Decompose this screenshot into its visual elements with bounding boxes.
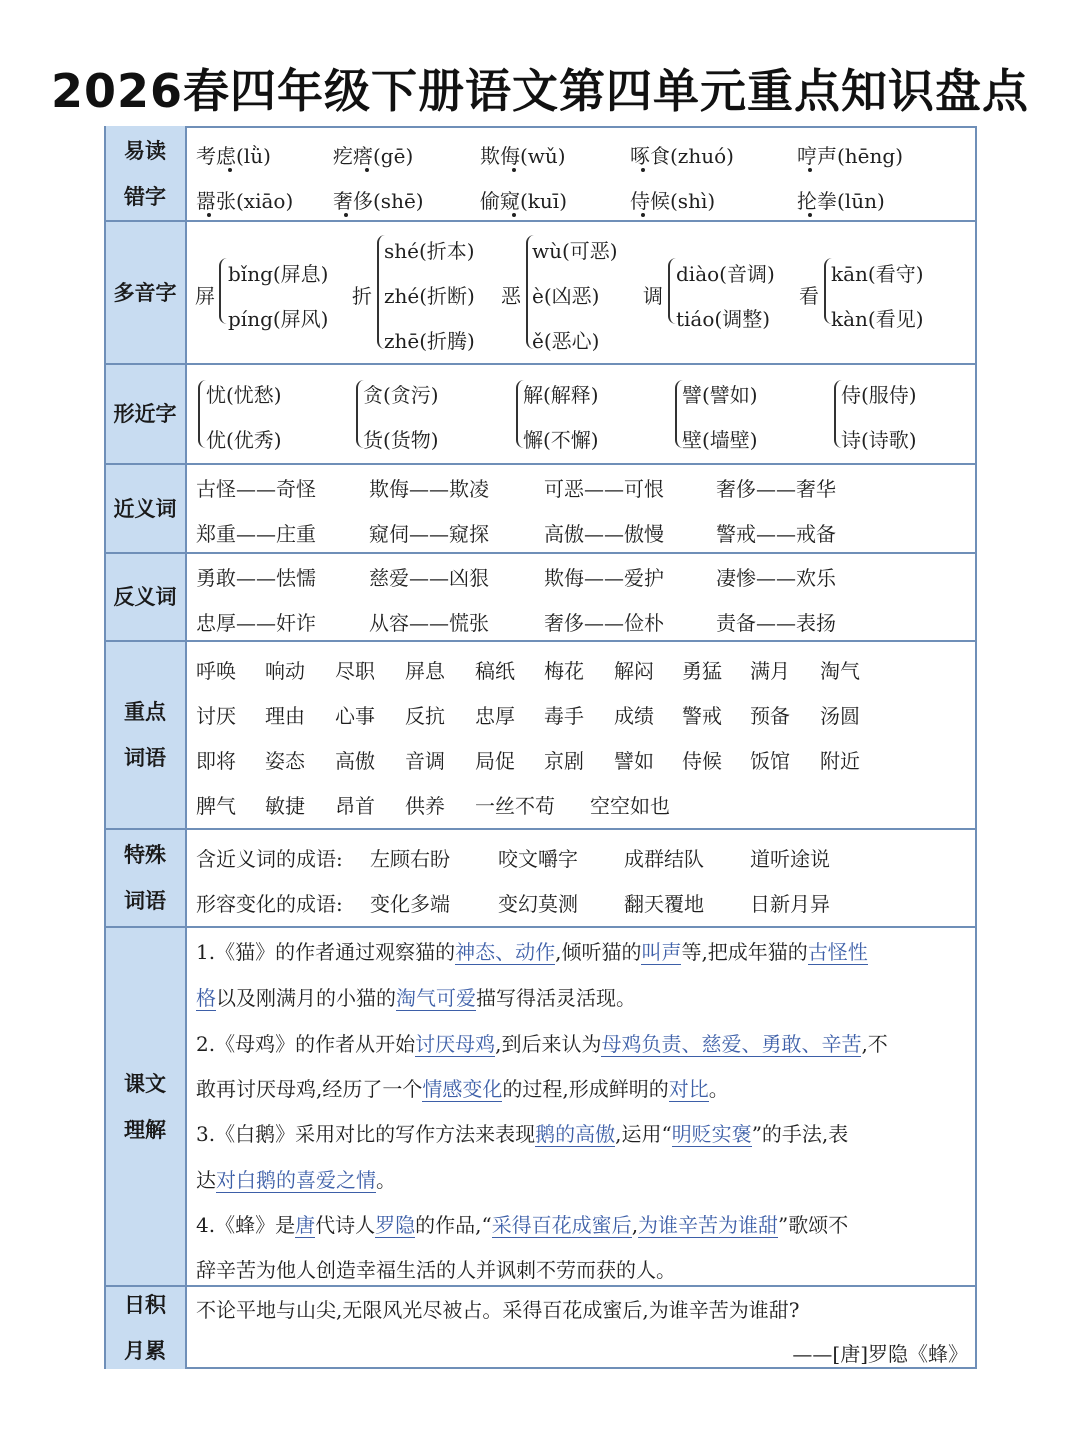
page-title: 2026春四年级下册语文第四单元重点知识盘点: [50, 64, 1030, 118]
key-word: 心事: [335, 704, 375, 728]
word-pair: 古怪——奇怪: [196, 477, 316, 501]
emphasis-dot: [512, 213, 516, 217]
row-divider: [104, 220, 977, 222]
key-word: 局促: [475, 749, 515, 773]
key-word: 讨厌: [196, 704, 236, 728]
idiom: 咬文嚼字: [498, 847, 578, 871]
key-word: 警戒: [682, 704, 722, 728]
key-word: 淘气: [820, 659, 860, 683]
label-line: 易读: [124, 139, 166, 163]
row-label-synonyms: [104, 465, 186, 552]
paragraph-line: 4.《蜂》是唐代诗人罗隐的作品,“采得百花成蜜后,为谁辛苦为谁甜”歌颂不: [196, 1213, 849, 1237]
key-word: 屏息: [405, 659, 445, 683]
label-line: 词语: [124, 889, 166, 913]
char-pair: 贪(贪污): [363, 383, 439, 407]
label-line: 月累: [124, 1339, 166, 1363]
key-word: 梅花: [544, 659, 584, 683]
polyphonic-char: 屏: [195, 284, 215, 308]
key-word: 附近: [820, 749, 860, 773]
label-line: 特殊: [124, 843, 166, 867]
row-divider: [104, 1285, 977, 1287]
word-pair: 勇敢——怯懦: [196, 566, 316, 590]
polyphonic-char: 调: [643, 284, 663, 308]
char-pair: 壁(墙壁): [682, 428, 758, 452]
paragraph-line: 达对白鹅的喜爱之情。: [196, 1168, 396, 1192]
emphasis-dot: [641, 213, 645, 217]
reading: tiáo(调整): [676, 307, 771, 331]
char-pair: 譬(譬如): [682, 383, 758, 407]
emphasis-dot: [365, 168, 369, 172]
row-label-text-understanding: [104, 928, 186, 1285]
emphasis-dot: [808, 168, 812, 172]
poem-text: 不论平地与山尖,无限风光尽被占。采得百花成蜜后,为谁辛苦为谁甜?: [196, 1298, 800, 1322]
word-entry: 考虑(lǜ): [196, 144, 271, 168]
key-word: 稿纸: [475, 659, 515, 683]
reading: píng(屏风): [228, 307, 329, 331]
poem-source: ——[唐]罗隐《蜂》: [792, 1342, 968, 1366]
key-word: 理由: [265, 704, 305, 728]
key-word: 敏捷: [265, 794, 305, 818]
char-pair: 货(货物): [363, 428, 439, 452]
label-line: 日积: [124, 1293, 166, 1317]
label-line: 错字: [124, 185, 166, 209]
reading: bǐng(屏息): [228, 262, 329, 286]
word-pair: 从容——慌张: [369, 611, 489, 635]
label-line: 近义词: [113, 496, 177, 521]
char-pair: 懈(不懈): [523, 428, 599, 452]
key-word: 即将: [196, 749, 236, 773]
char-pair: 解(解释): [523, 383, 599, 407]
row-label-polyphonic: [104, 222, 186, 363]
row-divider: [104, 552, 977, 554]
emphasis-dot: [641, 168, 645, 172]
word-entry: 疙瘩(gē): [333, 144, 414, 168]
reading: zhē(折腾): [384, 329, 475, 353]
idiom-category: 形容变化的成语:: [196, 892, 343, 916]
key-word: 空空如也: [590, 794, 670, 818]
reading: ě(恶心): [532, 329, 600, 353]
word-pair: 警戒——戒备: [716, 522, 836, 546]
char-pair: 优(优秀): [206, 428, 282, 452]
key-word: 呼唤: [196, 659, 236, 683]
word-pair: 窥伺——窥探: [369, 522, 489, 546]
char-pair: 诗(诗歌): [841, 428, 917, 452]
row-label-antonyms: [104, 554, 186, 640]
paragraph-line: 1.《猫》的作者通过观察猫的神态、动作,倾听猫的叫声等,把成年猫的古怪性: [196, 940, 868, 964]
key-word: 姿态: [265, 749, 305, 773]
word-pair: 高傲——傲慢: [544, 522, 664, 546]
reading: è(凶恶): [532, 284, 600, 308]
key-word: 譬如: [614, 749, 654, 773]
row-divider: [104, 640, 977, 642]
row-divider: [104, 463, 977, 465]
key-word: 预备: [750, 704, 790, 728]
polyphonic-char: 恶: [501, 284, 521, 308]
word-pair: 奢侈——俭朴: [544, 611, 664, 635]
reading: wù(可恶): [532, 239, 618, 263]
key-word: 尽职: [335, 659, 375, 683]
word-pair: 慈爱——凶狠: [369, 566, 489, 590]
word-pair: 忠厚——奸诈: [196, 611, 316, 635]
word-pair: 责备——表扬: [716, 611, 836, 635]
word-entry: 啄食(zhuó): [630, 144, 734, 168]
idiom: 变化多端: [370, 892, 450, 916]
word-pair: 欺侮——爱护: [544, 566, 664, 590]
word-entry: 侍候(shì): [630, 189, 716, 213]
idiom: 道听途说: [750, 847, 830, 871]
idiom-category: 含近义词的成语:: [196, 847, 343, 871]
label-line: 词语: [124, 746, 166, 770]
word-entry: 偷窥(kuī): [480, 189, 568, 213]
label-line: 课文: [124, 1071, 166, 1096]
emphasis-dot: [207, 213, 211, 217]
row-label-similar-shape: [104, 365, 186, 463]
reading: shé(折本): [384, 239, 475, 263]
word-pair: 可恶——可恨: [544, 477, 664, 501]
key-word: 脾气: [196, 794, 236, 818]
paragraph-line: 辞辛苦为他人创造幸福生活的人并讽刺不劳而获的人。: [196, 1258, 676, 1282]
paragraph-line: 格以及刚满月的小猫的淘气可爱描写得活灵活现。: [196, 986, 636, 1010]
key-word: 侍候: [682, 749, 722, 773]
idiom: 变幻莫测: [498, 892, 578, 916]
char-pair: 侍(服侍): [841, 383, 917, 407]
word-entry: 欺侮(wǔ): [480, 144, 566, 168]
row-label-easy-misread: [104, 128, 186, 220]
word-entry: 嚣张(xiāo): [196, 189, 294, 213]
key-word: 满月: [750, 659, 790, 683]
reading: kàn(看见): [831, 307, 924, 331]
word-entry: 奢侈(shē): [333, 189, 424, 213]
key-word: 毒手: [544, 704, 584, 728]
key-word: 成绩: [614, 704, 654, 728]
key-word: 反抗: [405, 704, 445, 728]
char-pair: 忧(忧愁): [206, 383, 282, 407]
row-divider: [104, 828, 977, 830]
label-line: 反义词: [113, 585, 177, 609]
row-divider: [104, 926, 977, 928]
idiom: 左顾右盼: [370, 847, 450, 871]
word-entry: 抡拳(lūn): [797, 189, 885, 213]
word-entry: 哼声(hēng): [797, 144, 904, 168]
word-pair: 郑重——庄重: [196, 522, 316, 546]
reading: zhé(折断): [384, 284, 475, 308]
key-word: 饭馆: [750, 749, 790, 773]
key-word: 忠厚: [475, 704, 515, 728]
key-word: 一丝不苟: [475, 794, 555, 818]
label-line: 理解: [124, 1117, 166, 1142]
key-word: 供养: [405, 794, 445, 818]
word-pair: 奢侈——奢华: [716, 477, 836, 501]
emphasis-dot: [228, 168, 232, 172]
idiom: 日新月异: [750, 892, 830, 916]
key-word: 高傲: [335, 749, 375, 773]
reading: kān(看守): [831, 262, 924, 286]
label-line: 多音字: [113, 280, 177, 305]
reading: diào(音调): [676, 262, 775, 286]
emphasis-dot: [344, 213, 348, 217]
paragraph-line: 2.《母鸡》的作者从开始讨厌母鸡,到后来认为母鸡负责、慈爱、勇敢、辛苦,不: [196, 1032, 888, 1056]
key-word: 京剧: [544, 749, 584, 773]
emphasis-dot: [808, 213, 812, 217]
key-word: 解闷: [614, 659, 654, 683]
idiom: 翻天覆地: [624, 892, 704, 916]
polyphonic-char: 折: [352, 284, 372, 308]
paragraph-line: 3.《白鹅》采用对比的写作方法来表现鹅的高傲,运用“明贬实褒”的手法,表: [196, 1122, 849, 1146]
polyphonic-char: 看: [799, 284, 819, 308]
label-line: 重点: [124, 700, 166, 724]
key-word: 昂首: [335, 794, 375, 818]
label-line: 形近字: [113, 402, 177, 426]
key-word: 响动: [265, 659, 305, 683]
row-label-special-words: [104, 830, 186, 926]
emphasis-dot: [512, 168, 516, 172]
key-word: 汤圆: [820, 704, 860, 728]
idiom: 成群结队: [624, 847, 704, 871]
row-label-accumulation: [104, 1287, 186, 1369]
key-word: 音调: [405, 749, 445, 773]
row-label-key-words: [104, 642, 186, 828]
key-word: 勇猛: [682, 659, 722, 683]
word-pair: 凄惨——欢乐: [716, 566, 836, 590]
row-divider: [104, 363, 977, 365]
word-pair: 欺侮——欺凌: [369, 477, 489, 501]
paragraph-line: 敢再讨厌母鸡,经历了一个情感变化的过程,形成鲜明的对比。: [196, 1077, 729, 1101]
